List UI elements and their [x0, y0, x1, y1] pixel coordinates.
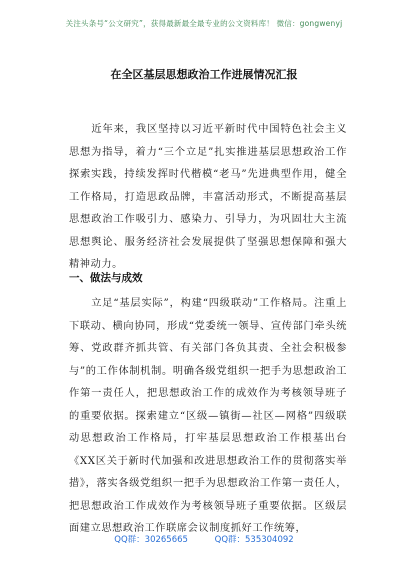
footer-qq-group-2: QQ群：535304092 [214, 535, 294, 545]
section-heading: 一、做法与成效 [69, 272, 143, 284]
intro-paragraph [69, 119, 347, 277]
section-paragraph-text: 立足“基层实际”，构建“四级联动”工作格局。注重上下联动、横向协同，形成“党委统一领导、宣传部门牵头统筹、党政群齐抓共管、有关部门各负其责、全社会积极参与”的工作体制机制。明确各级党组织一把手为思想政治工作第一责任人，把思想政治工作的成效作为考核领导班子的重要依据。探索建立“区级—镇街—社区—网格”四级联动思想政治工作格局，打牢基层思想政治工作根基出台《XX区关于新时代加强和改进思想政治工作的贯彻落实举措》，落实各级党组织一把手为思想政治工作第一责任人，把思想政治工作成效作为考核领导班子重要依据。区级层面建立思想政治工作联席会议制度抓好工作统筹， [69, 298, 347, 534]
section-paragraph [69, 293, 347, 541]
promo-banner: 关注头条号“公文研究”，获得最新最全最专业的公文资料库！ 微信：gongwenyj [65, 19, 343, 28]
document-title: 在全区基层思想政治工作进展情况汇报 [110, 68, 298, 81]
footer-contacts [40, 533, 368, 545]
footer-qq-group-1: QQ群：30265665 [114, 535, 188, 545]
intro-paragraph-text: 近年来，我区坚持以习近平新时代中国特色社会主义思想为指导，着力“三个立足”扎实推进基层思想政治工作探索实践，持续发挥时代楷模“老马”先进典型作用，健全工作格局，打造思政品牌，丰富活动形式，不断提高基层思想政治工作吸引力、感染力、引导力，为巩固壮大主流思想舆论、服务经济社会发展提供了坚强思想保障和强大精神动力。 [69, 124, 347, 270]
